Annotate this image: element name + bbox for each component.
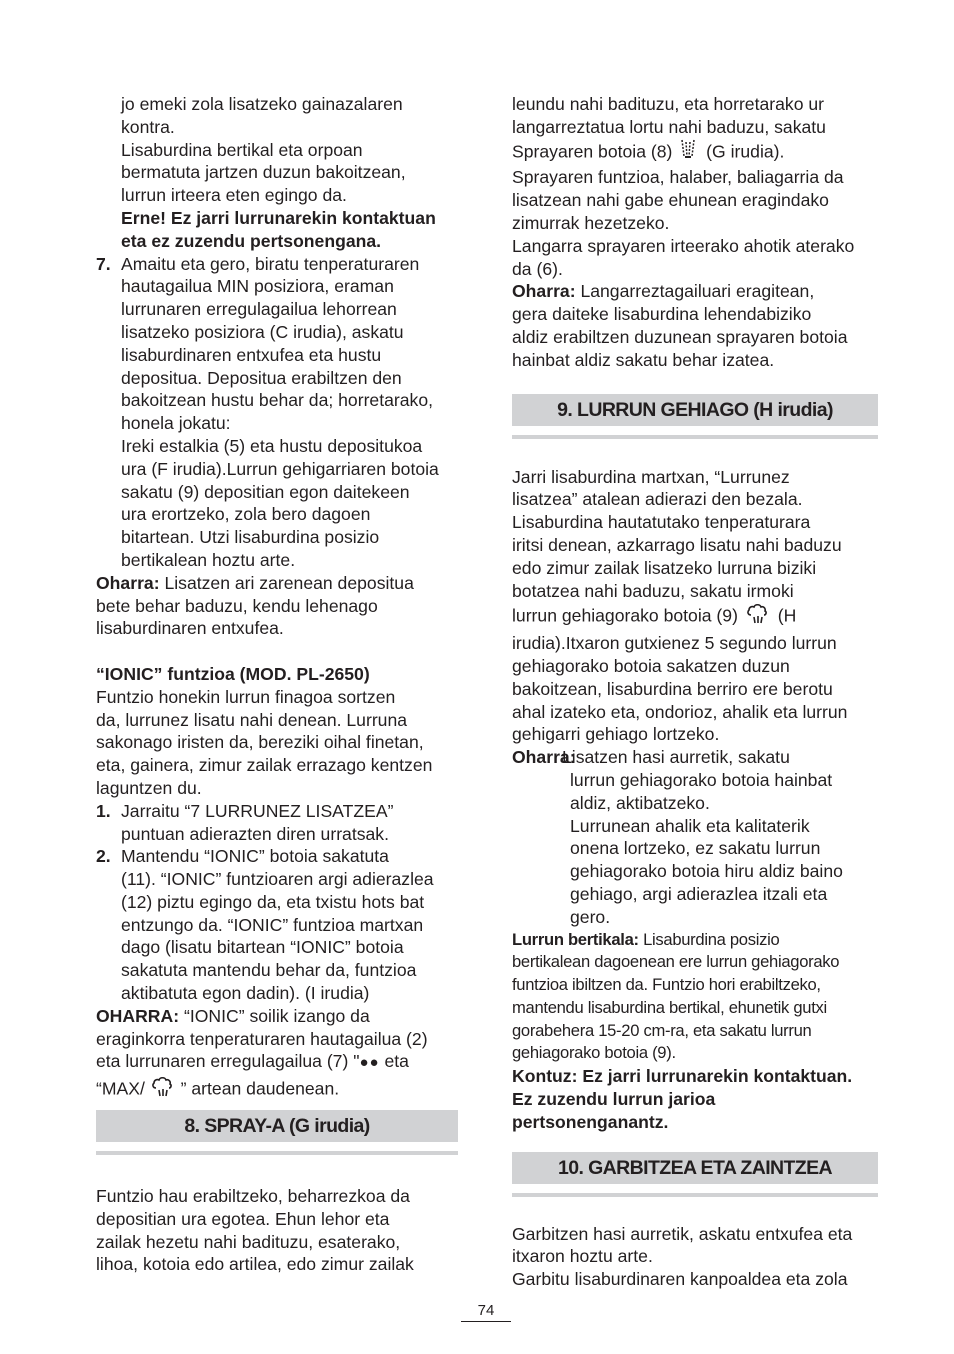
spray-icon [677, 139, 701, 167]
text-line: Jarri lisaburdina martxan, “Lurrunez [512, 466, 790, 487]
text-line: onena lortzeko, ez sakatu lurrun [570, 838, 821, 859]
ionic-title: “IONIC” funtzioa (MOD. PL-2650) [96, 663, 370, 684]
ohar-text: “IONIC” soilik izango da [179, 1005, 370, 1026]
text-line: langarreztatua lortu nahi baduzu, sakatu [512, 116, 826, 137]
note-block [512, 746, 878, 928]
text-line [96, 1075, 458, 1105]
text-line: gero. [570, 906, 611, 927]
page-number: 74 [461, 1302, 511, 1322]
text-line: Jarraitu “7 LURRUNEZ LISATZEA” [121, 800, 394, 821]
text-line: bertikalean hoztu arte. [121, 549, 296, 570]
text-fragment: ” artean daudenean. [175, 1078, 340, 1099]
right-column [512, 93, 878, 1291]
text-line: Lisatzen hasi aurretik, sakatu [562, 747, 790, 768]
text-fragment: eta [379, 1051, 409, 1072]
text-line [512, 602, 878, 632]
text-fragment: lurrun gehiagorako botoia (9) [512, 605, 743, 626]
text-line: Amaitu eta gero, biratu tenperaturaren [121, 253, 420, 274]
text-line: da (6). [512, 258, 563, 279]
text-line: aldiz erabiltzen duzunean sprayaren botoia [512, 326, 848, 347]
text-line: entzungo da. “IONIC” funtzioa martxan [121, 914, 424, 935]
text-fragment: Lisaburdina posizio [638, 929, 780, 949]
text-line: leundu nahi badituzu, eta horretarako ur [512, 94, 825, 114]
text-fragment: (G irudia). [701, 141, 785, 162]
text-line: Ireki estalkia (5) eta hustu depositukoa [121, 435, 423, 456]
text-line: lisaburdinaren entxufea eta hustu [121, 344, 382, 365]
text-line: Lurrunean ahalik eta kalitaterik [570, 815, 810, 836]
text-line: edo zimur zailak lisatzeko lurruna biziki [512, 557, 817, 578]
text-line: iritsi denean, azkarrago lisatu nahi baduzu [512, 534, 842, 555]
text-line: itxaron hoztu arte. [512, 1246, 653, 1267]
text-line: hainbat aldiz sakatu behar izatea. [512, 349, 775, 370]
text-line: gehiagorako botoia (9). [512, 1043, 676, 1063]
ionic-step-1 [96, 800, 458, 846]
ohar-label: OHARRA: [96, 1005, 180, 1026]
left-column [96, 93, 458, 1276]
text-fragment: Sprayaren botoia (8) [512, 141, 678, 162]
text-line: lisatzean nahi gabe ehunean eragindako [512, 190, 829, 211]
text-line: ahal izateko eta, ondorioz, ahalik eta lurrun [512, 701, 848, 722]
text-line: eta, gainera, zimur zailak errazago kentzen [96, 755, 433, 776]
text-line: ura erortzeko, zola bero dagoen [121, 504, 371, 525]
text-line: gehiagorako botoia sakatzen duzun [512, 655, 790, 676]
section-heading-10: 10. GARBITZEA ETA ZAINTZEA [512, 1152, 878, 1184]
vertical-steam-block [512, 929, 878, 1066]
text-line [96, 1050, 458, 1075]
text-line: gehiagorako botoia hiru aldiz baino [570, 861, 843, 882]
warning-line: Erne! Ez jarri lurrunarekin kontaktuan [121, 207, 436, 228]
text-line: aktibatuta egon dadin). (I irudia) [121, 983, 370, 1004]
text-line: lihoa, kotoia edo artilea, edo zimur zailak [96, 1254, 414, 1275]
note-line [512, 280, 878, 303]
text-line: gorabehera 15-20 cm-ra, eta sakatu lurrun [512, 1020, 812, 1040]
step-number: 1. [96, 800, 111, 821]
text-line: ura (F irudia).Lurrun gehigarriaren botoia [121, 458, 439, 479]
text-line [512, 929, 878, 952]
section-heading-8: 8. SPRAY-A (G irudia) [96, 1110, 458, 1142]
text-line: botatzea nahi baduzu, sakatu irmoki [512, 580, 794, 601]
text-line: sakatuta mantendu behar da, funtzioa [121, 960, 417, 981]
text-line: Lisaburdina hautatutako tenperaturara [512, 512, 811, 533]
note-text: Lisatzen ari zarenean depositua [159, 572, 414, 593]
text-line: lurrun irteera eten egingo da. [121, 185, 347, 206]
text-line: sakonago iristen da, bereziki oihal finetan, [96, 732, 424, 753]
note-line [96, 572, 458, 595]
text-line: (12) piztu egingo da, eta txistu hots bat [121, 891, 425, 912]
text-fragment: (H [772, 605, 797, 626]
text-line: gehiago, argi adierazlea itzali eta [570, 883, 828, 904]
step-7 [96, 253, 458, 572]
text-line: puntuan adierazten diren urratsak. [121, 823, 389, 844]
text-line: bete behar baduzu, kendu lehenago [96, 595, 378, 616]
warning-line: pertsonenganantz. [512, 1111, 669, 1132]
text-line: depositua. Depositua erabiltzen den [121, 367, 402, 388]
text-line: mantendu lisaburdina bertikal, ehunetik gutxi [512, 997, 827, 1017]
text-line: bakoitzean hustu behar da; horretarako, [121, 390, 434, 411]
text-line: da, lurrunez lisatu nahi denean. Lurruna [96, 709, 408, 730]
text-line: aldiz, aktibatzeko. [570, 792, 710, 813]
text-line: gera daiteke lisaburdina lehendabiziko [512, 304, 812, 325]
step-number: 7. [96, 253, 111, 274]
steam-burst-icon [150, 1075, 176, 1105]
text-line: zimurrak hezetzeko. [512, 212, 670, 233]
step-number: 2. [96, 846, 111, 867]
text-line: Funtzio honekin lurrun finagoa sortzen [96, 686, 396, 707]
ionic-step-2 [96, 845, 458, 1005]
warning-line: Kontuz: Ez jarri lurrunarekin kontaktuan. [512, 1066, 853, 1087]
text-line: dago (lisatu bitartean “IONIC” botoia [121, 937, 404, 958]
text-line: Funtzio hau erabiltzeko, beharrezkoa da [96, 1186, 410, 1207]
text-line: gehigarri gehiago lortzeko. [512, 724, 720, 745]
text-line: irudia).Itxaron gutxienez 5 segundo lurrun [512, 633, 837, 654]
text-line: bertikalean dagoenean ere lurrun gehiagorako [512, 952, 840, 972]
note-label: Oharra: [512, 747, 576, 768]
two-dots-icon: ●● [359, 1054, 380, 1072]
text-line: Garbitu lisaburdinaren kanpoaldea eta zola [512, 1269, 848, 1290]
text-line: hautagailua MIN posiziora, eraman [121, 276, 394, 297]
text-line: depositian ura egotea. Ehun lehor eta [96, 1208, 390, 1229]
text-line: Langarra sprayaren irteerako ahotik aterako [512, 235, 855, 256]
text-line: lurrunaren erregulagailua lehorrean [121, 299, 397, 320]
text-line: bakoitzean, lisaburdina berriro ere berotu [512, 678, 833, 699]
text-line: Garbitzen hasi aurretik, askatu entxufea eta [512, 1223, 853, 1244]
warning-line: Ez zuzendu lurrun jarioa [512, 1089, 716, 1110]
section-heading-9: 9. LURRUN GEHIAGO (H irudia) [512, 394, 878, 426]
note-label: Oharra: [512, 281, 576, 302]
text-line: Lisaburdina bertikal eta orpoan [121, 139, 363, 160]
warning-line: eta ez zuzendu pertsonengana. [121, 230, 382, 251]
text-line: lisatzeko posiziora (C irudia), askatu [121, 321, 404, 342]
text-line: funtzioa ibiltzen da. Funtzio hori erabiltzeko, [512, 975, 821, 995]
text-line: kontra. [121, 116, 175, 137]
text-line: (11). “IONIC” funtzioaren argi adierazlea [121, 869, 434, 890]
text-line: eraginkorra tenperaturaren hautagailua (2) [96, 1028, 428, 1049]
continued-text [96, 93, 458, 253]
text-line: zailak hezetu nahi badituzu, esaterako, [96, 1231, 401, 1252]
text-line: jo emeki zola lisatzeko gainazalaren [121, 94, 403, 114]
text-fragment: “MAX/ [96, 1078, 150, 1099]
note-label: Oharra: [96, 572, 160, 593]
text-line: bermatuta jartzen duzun bakoitzean, [121, 162, 406, 183]
text-line: bitartean. Utzi lisaburdina posizio [121, 527, 380, 548]
text-line [512, 139, 878, 167]
text-line: sakatu (9) depositian egon daitekeen [121, 481, 410, 502]
text-line: honela jokatu: [121, 413, 231, 434]
text-line: lurrun gehiagorako botoia hainbat [570, 769, 833, 790]
text-line: Mantendu “IONIC” botoia sakatuta [121, 846, 389, 867]
ohar-line [96, 1005, 458, 1028]
text-line: lisatzea” atalean adierazi den bezala. [512, 489, 803, 510]
text-line: laguntzen du. [96, 777, 202, 798]
vertical-label: Lurrun bertikala: [512, 929, 639, 949]
note-text: Langarreztagailuari eragitean, [575, 281, 815, 302]
steam-burst-icon [743, 602, 773, 632]
text-line: lisaburdinaren entxufea. [96, 618, 284, 639]
text-line: Sprayaren funtzioa, halaber, baliagarria da [512, 167, 844, 188]
text-fragment: eta lurrunaren erregulagailua (7) " [96, 1051, 360, 1072]
